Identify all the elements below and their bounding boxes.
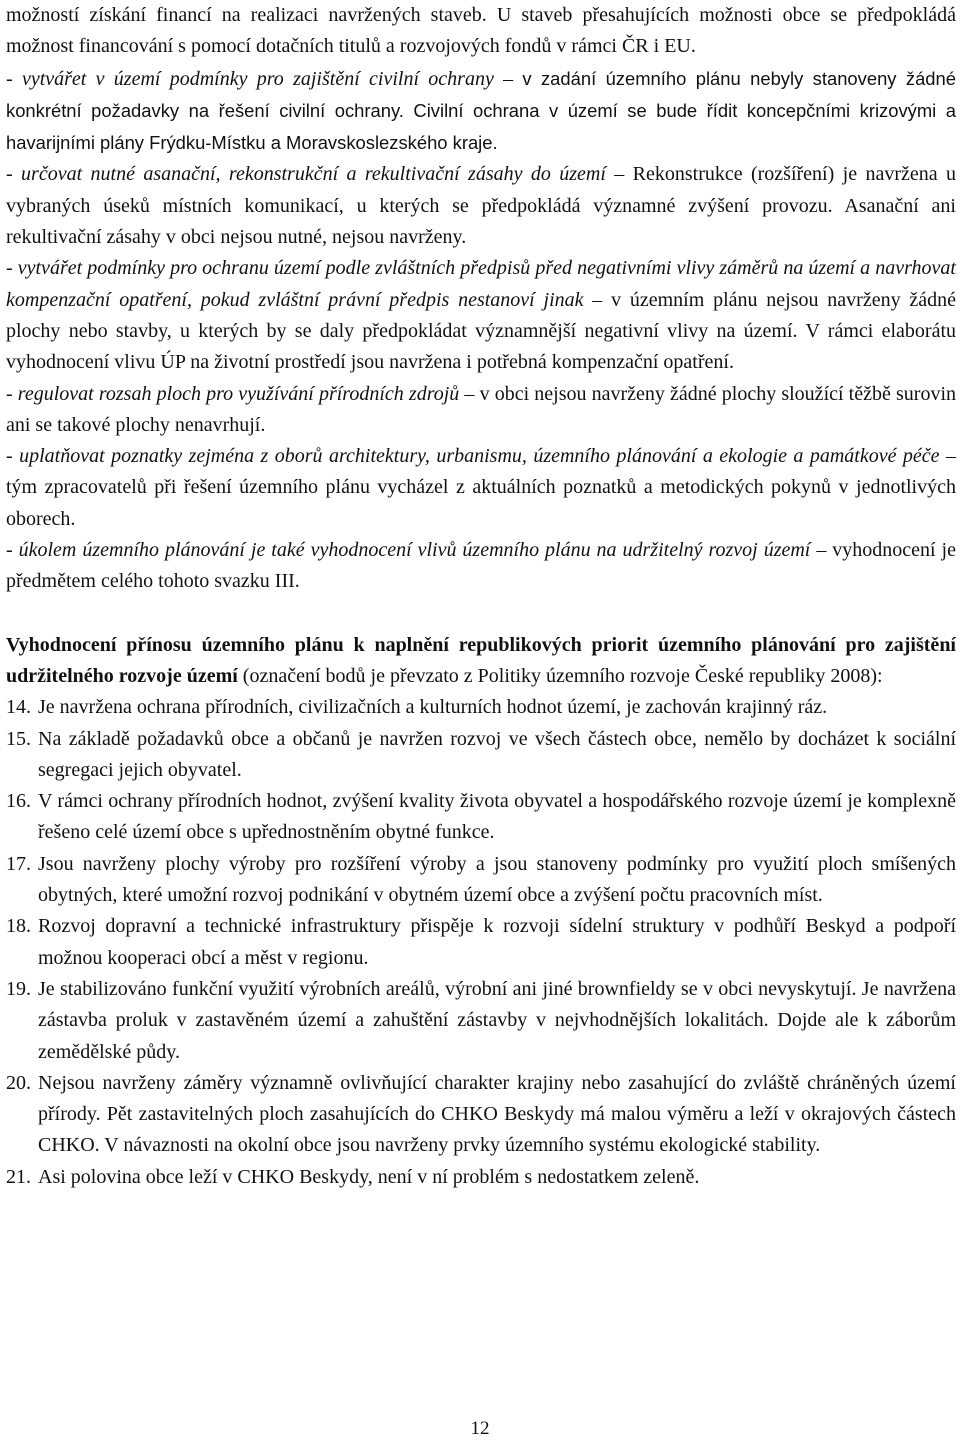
item-number: 15. <box>6 727 31 750</box>
item-text: Nejsou navrženy záměry významně ovlivňující charakter krajiny nebo zasahující do zvláště chráněných území přírody. Pět zastavitelných ploch zasahujících do CHKO Beskydy má malou výměru a leží v okrajových částech CHKO. V návaznosti na okolní obce jsou navrženy prvky územního systému ekologické stability. <box>38 1071 956 1157</box>
item-text: V rámci ochrany přírodních hodnot, zvýšení kvality života obyvatel a hospodářského rozvoje území je komplexně řešeno celé území obce s upřednostněním obytné funkce. <box>38 790 956 844</box>
task-knowledge: - uplatňovat poznatky zejména z oborů architektury, urbanismu, územního plánování a ekologie a památkové péče – tým zpracovatelů při řešení územního plánu vycházel z aktuálních poznatků a metodických pokynů v jednotlivých oborech. <box>6 445 956 530</box>
priorities-list <box>6 692 956 1193</box>
task-natural-resources: - regulovat rozsah ploch pro využívání přírodních zdrojů – v obci nejsou navrženy žádné plochy sloužící těžbě surovin ani se takové plochy nenavrhují. <box>6 382 956 436</box>
item-text: Asi polovina obce leží v CHKO Beskydy, není v ní problém s nedostatkem zeleně. <box>38 1165 700 1188</box>
task-text: tým zpracovatelů při řešení územního plánu vycházel z aktuálních poznatků a metodických pokynů v jednotlivých oborech. <box>6 476 956 530</box>
item-number: 21. <box>6 1165 31 1188</box>
item-number: 18. <box>6 915 31 938</box>
list-item <box>6 786 956 849</box>
task-title: určovat nutné asanační, rekonstrukční a rekultivační zásahy do území <box>21 163 606 186</box>
document-page <box>6 0 956 1193</box>
list-item <box>6 724 956 787</box>
list-item <box>6 692 956 723</box>
item-number: 17. <box>6 852 31 875</box>
heading-note: (označení bodů je převzato z Politiky územního rozvoje České republiky 2008): <box>237 664 883 687</box>
list-item <box>6 974 956 1068</box>
item-number: 19. <box>6 977 31 1000</box>
task-text: vyhodnocení je předmětem celého tohoto svazku III. <box>6 539 956 593</box>
task-reconstruction: - určovat nutné asanační, rekonstrukční a rekultivační zásahy do území – Rekonstrukce (rozšíření) je navržena u vybraných úseků místních komunikací, u kterých se předpokládá významné zvýšení provozu. Asanační ani rekultivační zásahy v obci nejsou nutné, nejsou navrženy. <box>6 163 956 249</box>
task-text: Rekonstrukce (rozšíření) je navržena u vybraných úseků místních komunikací, u kterých se předpokládá významné zvýšení provozu. Asanační ani rekultivační zásahy v obci nejsou nutné, nejsou navrženy. <box>6 163 956 249</box>
item-number: 14. <box>6 696 31 719</box>
task-title: uplatňovat poznatky zejména z oborů architektury, urbanismu, územního plánování a ekologie a památkové péče <box>19 445 940 468</box>
item-text: Na základě požadavků obce a občanů je navržen rozvoj ve všech částech obce, nemělo by docházet k sociální segregaci jejich obyvatel. <box>38 727 956 781</box>
section-heading <box>6 630 956 693</box>
list-item <box>6 849 956 912</box>
item-text: Jsou navrženy plochy výroby pro rozšíření výroby a jsou stanoveny podmínky pro využití ploch smíšených obytných, které umožní rozvoj podnikání v obytném území obce a zvýšení počtu pracovních míst. <box>38 852 956 907</box>
task-civil-protection: - vytvářet v území podmínky pro zajištění civilní ochrany – v zadání územního plánu nebyly stanoveny žádné konkrétní požadavky na řešení civilní ochrany. Civilní ochrana v území se bude řídit koncepčními krizovými a havarijními plány Frýdku-Místku a Moravskoslezského kraje. <box>6 67 956 154</box>
list-item <box>6 911 956 974</box>
item-text: Rozvoj dopravní a technické infrastruktury přispěje k rozvoji sídelní struktury v podhůří Beskyd a podpoří možnou kooperaci obcí a měst v regionu. <box>38 915 956 969</box>
item-text: Je navržena ochrana přírodních, civilizačních a kulturních hodnot území, je zachován krajinný ráz. <box>38 696 828 719</box>
task-title: vytvářet v území podmínky pro zajištění civilní ochrany <box>21 67 494 90</box>
task-sustainability: - úkolem územního plánování je také vyhodnocení vlivů územního plánu na udržitelný rozvoj území – vyhodnocení je předmětem celého tohoto svazku III. <box>6 539 956 593</box>
page-number: 12 <box>470 1418 490 1439</box>
item-number: 16. <box>6 790 31 813</box>
task-title: regulovat rozsah ploch pro využívání přírodních zdrojů <box>17 382 460 405</box>
task-title: vytvářet podmínky pro ochranu území podle zvláštních předpisů před negativními vlivy záměrů na území a navrhovat kompenzační opatření, pokud zvláštní právní předpis nestanoví jinak <box>6 257 956 311</box>
intro-paragraph: možností získání financí na realizaci navržených staveb. U staveb přesahujících možnosti obce se předpokládá možnost financování s pomocí dotačních titulů a rozvojových fondů v rámci ČR i EU. <box>6 4 956 58</box>
item-text: Je stabilizováno funkční využití výrobních areálů, výrobní ani jiné brownfieldy se v obci nevyskytují. Je navržena zástavba proluk v zastavěném území a zahuštění zástavby v nejvhodnějších lokalitách. Dojde ale k záborům zemědělské půdy. <box>38 977 956 1063</box>
task-text: v obci nejsou navrženy žádné plochy sloužící těžbě surovin ani se takové plochy nenavrhují. <box>6 382 956 436</box>
list-item <box>6 1068 956 1162</box>
item-number: 20. <box>6 1071 31 1094</box>
task-text: v zadání územního plánu nebyly stanoveny žádné konkrétní požadavky na řešení civilní ochrany. Civilní ochrana v území se bude řídit koncepčními krizovými a havarijními plány Frýdku-Místku a Moravskoslezského kraje. <box>6 67 956 154</box>
task-protection-conditions: - vytvářet podmínky pro ochranu území podle zvláštních předpisů před negativními vlivy záměrů na území a navrhovat kompenzační opatření, pokud zvláštní právní předpis nestanoví jinak – v územním plánu nejsou navrženy žádné plochy nebo stavby, u kterých by se daly předpokládat významnější negativní vlivy na území. V rámci elaborátu vyhodnocení vlivu ÚP na životní prostředí jsou navržena i potřebná kompenzační opatření. <box>6 257 957 374</box>
list-item <box>6 1162 956 1193</box>
heading-bold: Vyhodnocení přínosu územního plánu k naplnění republikových priorit územního plánování pro zajištění udržitelného rozvoje území <box>6 633 956 687</box>
task-title: úkolem územního plánování je také vyhodnocení vlivů územního plánu na udržitelný rozvoj území <box>18 539 811 562</box>
task-text: v územním plánu nejsou navrženy žádné plochy nebo stavby, u kterých by se daly předpokládat významnější negativní vlivy na území. V rámci elaborátu vyhodnocení vlivu ÚP na životní prostředí jsou navržena i potřebná kompenzační opatření. <box>6 288 957 374</box>
